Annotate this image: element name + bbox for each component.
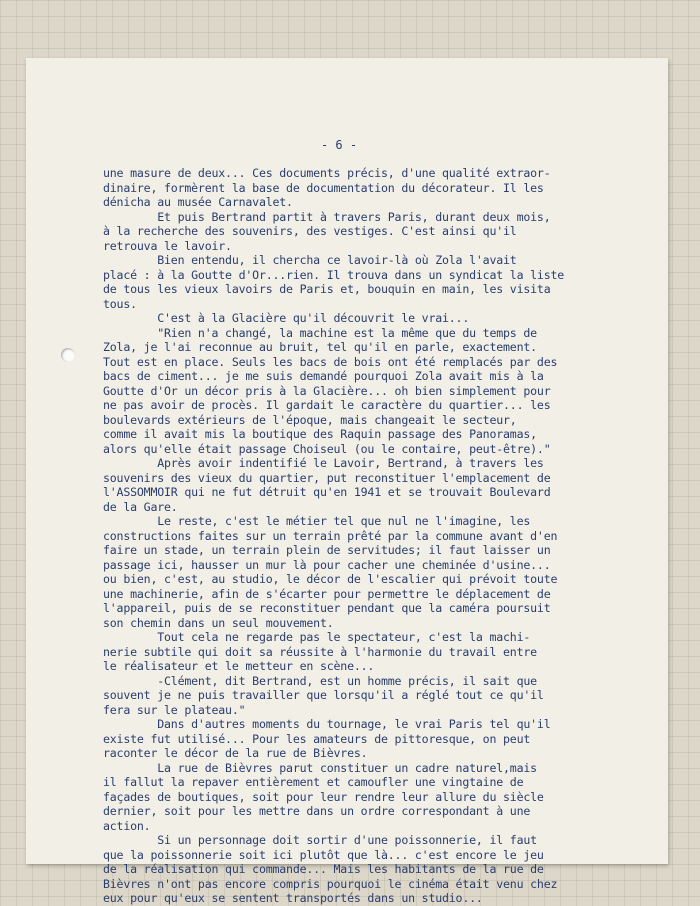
- page-body-text: [103, 166, 633, 906]
- text-line: boulevards extérieurs de l'époque, mais changeait le secteur,: [103, 412, 517, 427]
- text-line: une masure de deux... Ces documents précis, d'une qualité extraor-: [103, 166, 551, 180]
- text-line: façades de boutiques, soit pour leur rendre leur allure du siècle: [103, 789, 544, 804]
- text-line: que la poissonnerie soit ici plutôt que là... c'est encore le jeu: [103, 847, 544, 862]
- punch-hole: [61, 348, 75, 362]
- text-line: comme il avait mis la boutique des Raquin passage des Panoramas,: [103, 427, 537, 441]
- text-line: retrouva le lavoir.: [103, 238, 232, 253]
- text-line: il fallut la repaver entièrement et camoufler une vingtaine de: [103, 775, 524, 789]
- text-line: Goutte d'Or un décor pris à la Glacière... oh bien simplement pour: [103, 383, 551, 398]
- text-line: Tout cela ne regarde pas le spectateur, c'est la machi-: [103, 630, 531, 644]
- text-line: alors qu'elle était passage Choiseul (ou le contaire, peut-être).": [103, 441, 551, 456]
- text-line: dernier, soit pour les mettre dans un ordre correspondant à une: [103, 804, 531, 818]
- text-line: Bien entendu, il chercha ce lavoir-là où Zola l'avait: [103, 253, 517, 267]
- text-line: de la réalisation qui commande... Mais les habitants de la rue de: [103, 862, 544, 876]
- text-line: Le reste, c'est le métier tel que nul ne l'imagine, les: [103, 514, 531, 528]
- text-line: ou bien, c'est, au studio, le décor de l'escalier qui prévoit toute: [103, 572, 558, 586]
- text-line: "Rien n'a changé, la machine est la même que du temps de: [103, 325, 537, 340]
- text-line: Tout est en place. Seuls les bacs de bois ont été remplacés par des: [103, 354, 558, 369]
- text-line: Si un personnage doit sortir d'une poissonnerie, il faut: [103, 833, 537, 847]
- text-line: l'ASSOMMOIR qui ne fut détruit qu'en 1941 et se trouvait Boulevard: [103, 485, 551, 499]
- text-line: l'appareil, puis de se reconstituer pendant que la caméra poursuit: [103, 601, 551, 615]
- text-line: souvent je ne puis travailler que lorsqu'il a réglé tout ce qu'il: [103, 688, 544, 702]
- text-line: à la recherche des souvenirs, des vestiges. C'est ainsi qu'il: [103, 224, 517, 238]
- text-line: fera sur le plateau.": [103, 702, 246, 717]
- text-line: dénicha au musée Carnavalet.: [103, 195, 293, 209]
- text-line: de tous les vieux lavoirs de Paris et, bouquin en main, les visita: [103, 282, 551, 296]
- text-line: bacs de ciment... je me suis demandé pourquoi Zola avait mis à la: [103, 369, 544, 383]
- text-line: de la Gare.: [103, 499, 178, 514]
- text-line: Et puis Bertrand partit à travers Paris, durant deux mois,: [103, 209, 551, 224]
- text-line: Zola, je l'ai reconnue au bruit, tel qu'il en parle, exactement.: [103, 340, 537, 354]
- text-line: faire un stade, un terrain plein de servitudes; il faut laisser un: [103, 543, 551, 557]
- text-line: son chemin dans un seul mouvement.: [103, 615, 334, 630]
- text-line: ne pas avoir de procès. Il gardait le caractère du quartier... les: [103, 398, 551, 412]
- text-line: C'est à la Glacière qu'il découvrit le vrai...: [103, 311, 470, 325]
- text-line: une machinerie, afin de s'écarter pour permettre le déplacement de: [103, 586, 551, 601]
- text-line: nerie subtile qui doit sa réussite à l'harmonie du travail entre: [103, 644, 537, 659]
- text-line: action.: [103, 818, 151, 833]
- text-line: La rue de Bièvres parut constituer un cadre naturel,mais: [103, 760, 537, 775]
- text-line: tous.: [103, 296, 137, 311]
- text-line: raconter le décor de la rue de Bièvres.: [103, 746, 368, 760]
- text-line: eux pour qu'eux se sentent transportés dans un studio...: [103, 891, 483, 905]
- text-line: existe fut utilisé... Pour les amateurs de pittoresque, on peut: [103, 731, 531, 746]
- page-number: - 6 -: [320, 138, 358, 152]
- text-line: -Clément, dit Bertrand, est un homme précis, il sait que: [103, 673, 537, 688]
- text-line: Dans d'autres moments du tournage, le vrai Paris tel qu'il: [103, 717, 551, 731]
- text-line: placé : à la Goutte d'Or...rien. Il trouva dans un syndicat la liste: [103, 267, 565, 282]
- text-line: souvenirs des vieux du quartier, put reconstituer l'emplacement de: [103, 470, 551, 485]
- text-line: Bièvres n'ont pas encore compris pourquoi le cinéma était venu chez: [103, 876, 558, 891]
- text-line: dinaire, formèrent la base de documentation du décorateur. Il les: [103, 180, 544, 195]
- text-line: le réalisateur et le metteur en scène...: [103, 659, 375, 673]
- text-line: passage ici, hausser un mur là pour cacher une cheminée d'usine...: [103, 557, 551, 572]
- text-line: Après avoir indentifié le Lavoir, Bertrand, à travers les: [103, 456, 544, 470]
- text-line: constructions faites sur un terrain prêté par la commune avant d'en: [103, 528, 558, 543]
